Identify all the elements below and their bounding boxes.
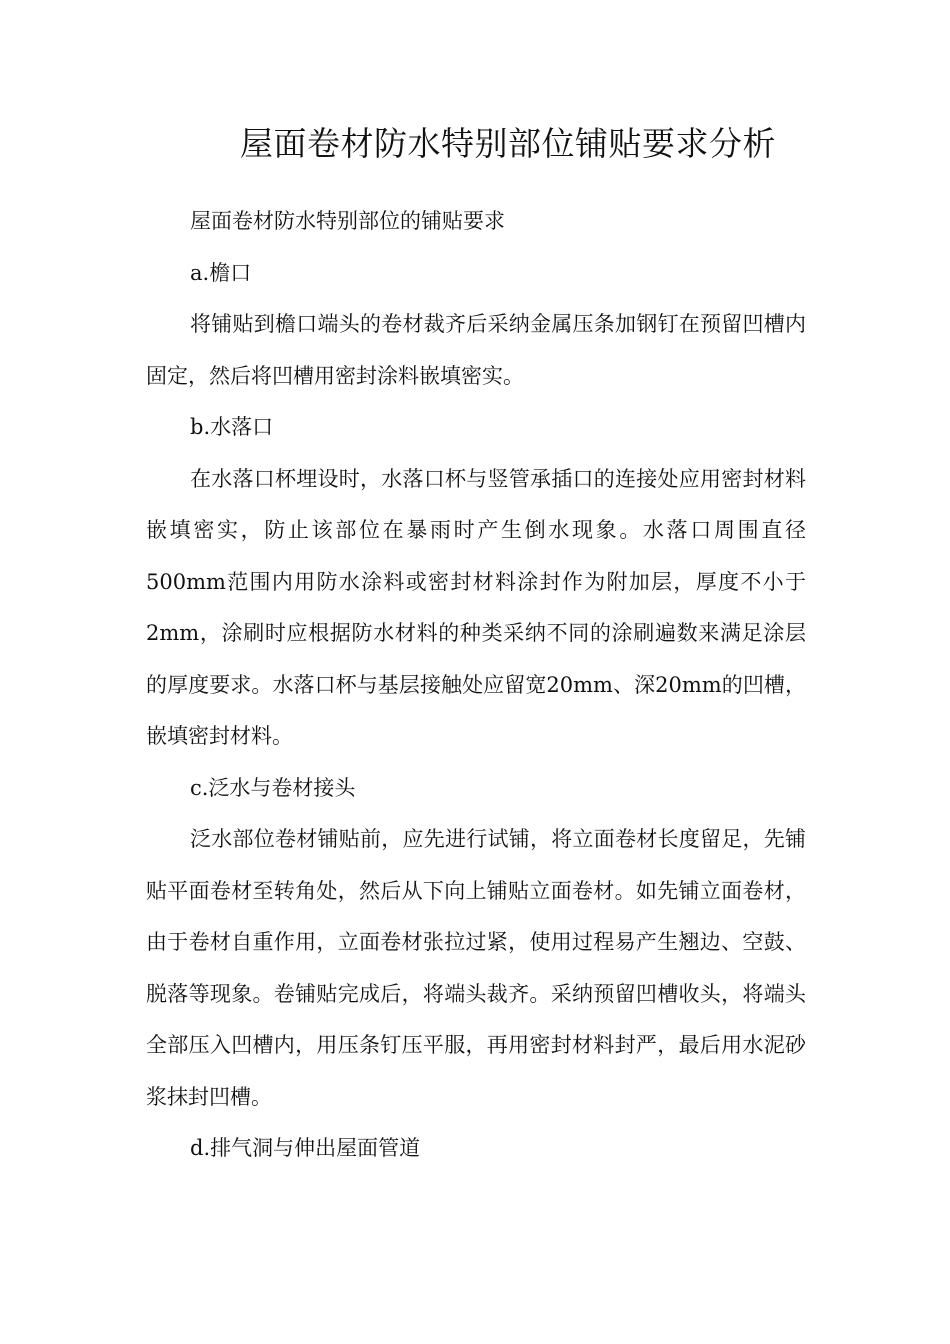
intro-line: 屋面卷材防水特别部位的铺贴要求 xyxy=(190,209,505,233)
section-heading-c: c.泛水与卷材接头 xyxy=(190,775,356,800)
document-title: 屋面卷材防水特别部位铺贴要求分析 xyxy=(240,124,776,163)
section-body-b: 在水落口杯埋设时，水落口杯与竖管承插口的连接处应用密封材料嵌填密实，防止该部位在暴雨时产生倒水现象。水落口周围直径500mm范围内用防水涂料或密封材料涂封作为附加层，厚度不小于2mm，涂刷时应根据防水材料的种类采纳不同的涂刷遍数来满足涂层的厚度要求。水落口杯与基层接触处应留宽20mm、深20mm的凹槽，嵌填密封材料。 xyxy=(146,466,806,748)
section-heading-d: d.排气洞与伸出屋面管道 xyxy=(190,1136,421,1160)
section-heading-a: a.檐口 xyxy=(190,260,252,285)
section-heading-b: b.水落口 xyxy=(190,415,274,439)
document-body xyxy=(146,196,806,1175)
section-body-a: 将铺贴到檐口端头的卷材裁齐后采纳金属压条加钢钉在预留凹槽内固定，然后将凹槽用密封涂料嵌填密实。 xyxy=(146,312,806,388)
section-body-c: 泛水部位卷材铺贴前，应先进行试铺，将立面卷材长度留足，先铺贴平面卷材至转角处，然后从下向上铺贴立面卷材。如先铺立面卷材，由于卷材自重作用，立面卷材张拉过紧，使用过程易产生翘边、空鼓、脱落等现象。卷铺贴完成后，将端头裁齐。采纳预留凹槽收头，将端头全部压入凹槽内，用压条钉压平服，再用密封材料封严，最后用水泥砂浆抹封凹槽。 xyxy=(146,827,806,1109)
